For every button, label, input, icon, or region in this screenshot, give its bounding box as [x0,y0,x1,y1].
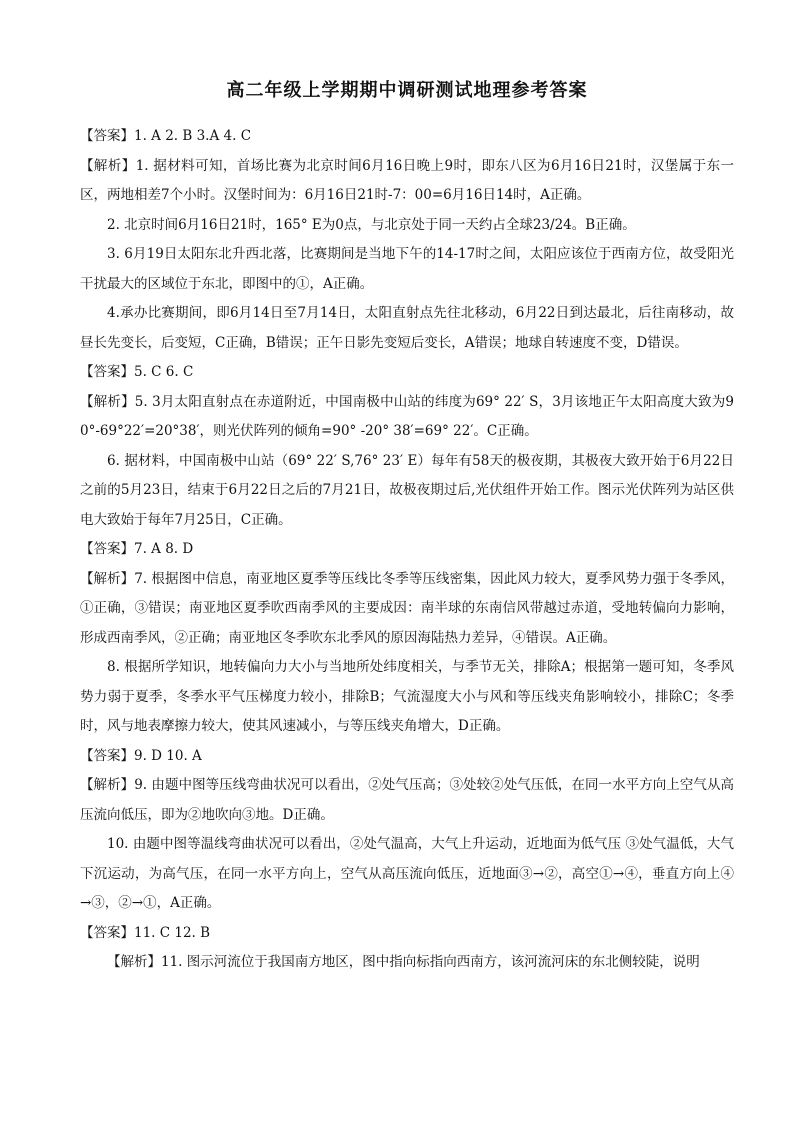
answer-line-9-10: 【答案】9. D 10. A [80,747,202,764]
page-title: 高二年级上学期期中调研测试地理参考答案 [226,80,588,101]
analysis-q7: 【解析】7. 根据图中信息，南亚地区夏季等压线比冬季等压线密集，因此风力较大，夏季风势力强于冬季风，①正确，③错误；南亚地区夏季吹西南季风的主要成因：南半球的东南信风带越过赤道，受地转偏向力影响，形成西南季风，②正确；南亚地区冬季吹东北季风的原因海陆热力差异，④错误。A正确。 [80,570,734,646]
analysis-q6: 6. 据材料，中国南极中山站（69° 22′ S,76° 23′ E）每年有58天的极夜期，其极夜大致开始于6月22日之前的5月23日，结束于6月22日之后的7月21日，故极夜期过后,光伏组件开始工作。图示光伏阵列为站区供电大致始于每年7月25日，C正确。 [80,452,734,528]
analysis-q1: 【解析】1. 据材料可知，首场比赛为北京时间6月16日晚上9时，即东八区为6月16日21时，汉堡属于东一区，两地相差7个小时。汉堡时间为：6月16日21时-7：00=6月16日14时，A正确。 [80,157,734,203]
analysis-q8: 8. 根据所学知识，地转偏向力大小与当地所处纬度相关，与季节无关，排除A；根据第一题可知，冬季风势力弱于夏季，冬季水平气压梯度力较小，排除B；气流湿度大小与风和等压线夹角影响较小，排除C；冬季时，风与地表摩擦力较大，使其风速减小，与等压线夹角增大，D正确。 [80,659,734,734]
analysis-q4: 4.承办比赛期间，即6月14日至7月14日，太阳直射点先往北移动，6月22日到达最北，后往南移动，故昼长先变长，后变短，C正确，B错误；正午日影先变短后变长，A错误；地球自转速度不变，D错误。 [80,305,734,351]
analysis-q5: 【解析】5. 3月太阳直射点在赤道附近，中国南极中山站的纬度为69° 22′ S，3月该地正午太阳高度大致为90°-69°22′=20°38′，则光伏阵列的倾角=90° -20° 38′=69° 22′。C正确。 [80,393,734,439]
answer-line-11-12: 【答案】11. C 12. B [80,924,211,941]
analysis-q3: 3. 6月19日太阳东北升西北落，比赛期间是当地下午的14-17时之间，太阳应该位于西南方位，故受阳光干扰最大的区域位于东北，即图中的①，A正确。 [80,246,734,292]
answer-line-7-8: 【答案】7. A 8. D [80,541,194,557]
analysis-q2: 2. 北京时间6月16日21时，165° E为0点，与北京处于同一天约占全球23/24。B正确。 [107,216,636,233]
analysis-q9: 【解析】9. 由题中图等压线弯曲状况可以看出，②处气压高；③处较②处气压低，在同一水平方向上空气从高压流向低压，即为②地吹向③地。D正确。 [80,777,734,823]
answer-line-1-4: 【答案】1. A 2. B 3.A 4. C [80,128,252,144]
answer-line-5-6: 【答案】5. C 6. C [80,364,194,380]
analysis-q10: 10. 由题中图等温线弯曲状况可以看出，②处气温高，大气上升运动，近地面为低气压 ③处气温低，大气下沉运动，为高气压，在同一水平方向上，空气从高压流向低压，近地面③→②，高空①→④，垂直方向上④→③，②→①，A正确。 [80,836,734,911]
analysis-q11: 【解析】11. 图示河流位于我国南方地区，图中指向标指向西南方，该河流河床的东北侧较陡，说明 [107,954,700,970]
